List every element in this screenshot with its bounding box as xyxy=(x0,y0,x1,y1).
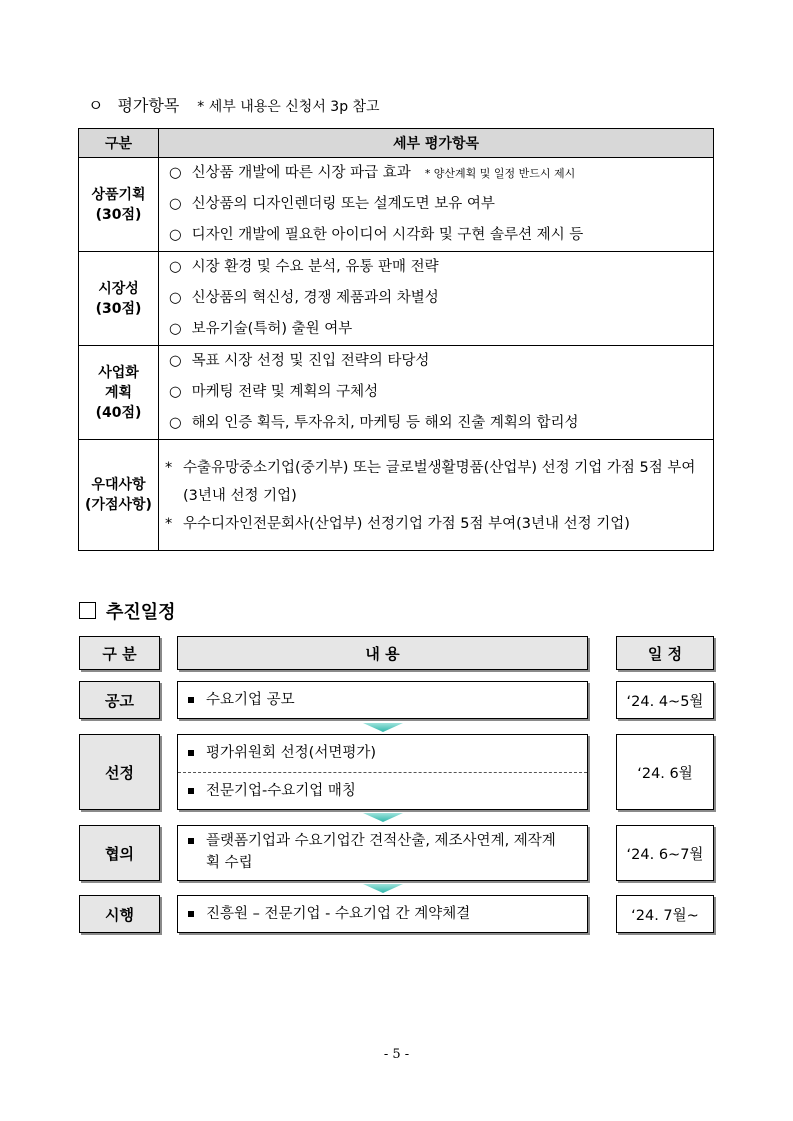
eval-row-marketability xyxy=(79,252,714,346)
item-text: 플랫폼기업과 수요기업간 견적산출, 제조사연계, 제작계획 수립 xyxy=(206,833,556,871)
stage-content xyxy=(177,734,588,810)
star-icon: * xyxy=(165,460,173,476)
eval-item xyxy=(169,346,713,377)
eval-item xyxy=(169,408,713,439)
item-text: 진흥원 – 전문기업 - 수요기업 간 계약체결 xyxy=(206,906,471,922)
bullet-icon: ○ xyxy=(169,196,182,212)
eval-category xyxy=(79,158,159,252)
item-text: 우수디자인전문회사(산업부) 선정기업 가점 5점 부여(3년내 선정 기업) xyxy=(183,516,630,532)
star-icon: * xyxy=(165,516,173,532)
bullet-icon: ○ xyxy=(169,384,182,400)
stage-content xyxy=(177,895,588,933)
schedule-header-content: 내 용 xyxy=(177,636,588,670)
bullet-icon: ○ xyxy=(169,321,182,337)
category-label: 사업화 xyxy=(98,364,139,381)
item-text: 시장 환경 및 수요 분석, 유통 판매 전략 xyxy=(191,259,439,275)
eval-item xyxy=(169,189,713,220)
preference-item xyxy=(165,510,707,538)
item-text: 해외 인증 획득, 투자유치, 마케팅 등 해외 진출 계획의 합리성 xyxy=(191,415,579,431)
category-label: 상품기획 xyxy=(91,186,146,203)
stage-item xyxy=(178,735,587,765)
eval-category xyxy=(79,346,159,440)
bullet-icon: ○ xyxy=(169,290,182,306)
eval-item xyxy=(169,252,713,283)
item-text: 마케팅 전략 및 계획의 구체성 xyxy=(191,384,379,400)
schedule-header-date: 일 정 xyxy=(616,636,714,670)
eval-items xyxy=(159,440,714,551)
stage-label: 협의 xyxy=(79,825,160,881)
bullet-icon: ○ xyxy=(169,353,182,369)
stage-label: 시행 xyxy=(79,895,160,933)
stage-item xyxy=(178,830,587,874)
stage-label: 선정 xyxy=(79,734,160,810)
item-text: 평가위원회 선정(서면평가) xyxy=(206,745,376,761)
down-arrow-icon xyxy=(363,723,403,732)
down-arrow-icon xyxy=(363,813,403,822)
eval-heading xyxy=(88,93,380,116)
eval-table xyxy=(78,128,714,551)
item-text: 디자인 개발에 필요한 아이디어 시각화 및 구현 솔루션 제시 등 xyxy=(191,227,584,243)
item-text: 수출유망중소기업(중기부) 또는 글로벌생활명품(산업부) 선정 기업 가점 5점 부여(3년내 선정 기업) xyxy=(183,460,696,504)
eval-item xyxy=(169,220,713,251)
eval-items xyxy=(159,346,714,440)
stage-date: ‘24. 6~7월 xyxy=(616,825,714,881)
item-text: 보유기술(특허) 출원 여부 xyxy=(191,321,353,337)
stage-item xyxy=(178,773,587,802)
bullet-icon: ○ xyxy=(169,227,182,243)
eval-heading-note: * 세부 내용은 신청서 3p 참고 xyxy=(197,99,380,115)
stage-date: ‘24. 7월~ xyxy=(616,895,714,933)
stage-item xyxy=(178,689,587,711)
down-arrow-icon xyxy=(363,884,403,893)
category-score: (40점) xyxy=(95,404,142,421)
category-label: 시장성 xyxy=(98,280,139,297)
category-label: (가점사항) xyxy=(85,497,152,513)
square-bullet-icon xyxy=(188,750,194,756)
square-bullet-icon xyxy=(188,788,194,794)
category-label: 우대사항 xyxy=(91,477,146,493)
eval-heading-title: 평가항목 xyxy=(117,96,180,115)
stage-item xyxy=(178,903,587,925)
item-text: 목표 시장 선정 및 진입 전략의 타당성 xyxy=(191,353,430,369)
item-text: 신상품 개발에 따른 시장 파급 효과 xyxy=(191,165,411,181)
square-bullet-icon xyxy=(188,697,194,703)
eval-header-category: 구분 xyxy=(79,129,159,158)
stage-content xyxy=(177,681,588,719)
item-subnote: * 양산계획 및 일정 반드시 제시 xyxy=(424,167,576,180)
category-label: 계획 xyxy=(104,384,133,401)
preference-item xyxy=(165,454,707,510)
category-score: (30점) xyxy=(95,300,142,317)
eval-row-planning xyxy=(79,158,714,252)
eval-item xyxy=(169,283,713,314)
eval-table-header-row xyxy=(79,129,714,158)
item-text: 신상품의 혁신성, 경쟁 제품과의 차별성 xyxy=(191,290,439,306)
eval-item xyxy=(169,377,713,408)
bullet-icon: ○ xyxy=(169,415,182,431)
square-bullet-icon xyxy=(188,838,194,844)
stage-date: ‘24. 6월 xyxy=(616,734,714,810)
square-bullet-icon xyxy=(79,602,96,619)
stage-label: 공고 xyxy=(79,681,160,719)
eval-header-detail: 세부 평가항목 xyxy=(159,129,714,158)
item-text: 신상품의 디자인렌더링 또는 설계도면 보유 여부 xyxy=(191,196,495,212)
stage-date: ‘24. 4~5월 xyxy=(616,681,714,719)
schedule-heading xyxy=(79,598,176,624)
eval-row-commercialization xyxy=(79,346,714,440)
eval-row-preference xyxy=(79,440,714,551)
eval-item xyxy=(169,314,713,345)
eval-category xyxy=(79,440,159,551)
circle-bullet: ㅇ xyxy=(88,96,104,115)
eval-items xyxy=(159,252,714,346)
bullet-icon: ○ xyxy=(169,259,182,275)
eval-category xyxy=(79,252,159,346)
square-bullet-icon xyxy=(188,911,194,917)
item-text: 전문기업-수요기업 매칭 xyxy=(206,783,356,799)
bullet-icon: ○ xyxy=(169,165,182,181)
category-score: (30점) xyxy=(95,206,142,223)
eval-items xyxy=(159,158,714,252)
schedule-heading-title: 추진일정 xyxy=(106,602,176,623)
item-text: 수요기업 공모 xyxy=(206,692,295,708)
stage-content xyxy=(177,825,588,881)
eval-item xyxy=(169,158,713,189)
page-number: - 5 - xyxy=(383,1047,410,1062)
schedule-header-category: 구 분 xyxy=(79,636,160,670)
